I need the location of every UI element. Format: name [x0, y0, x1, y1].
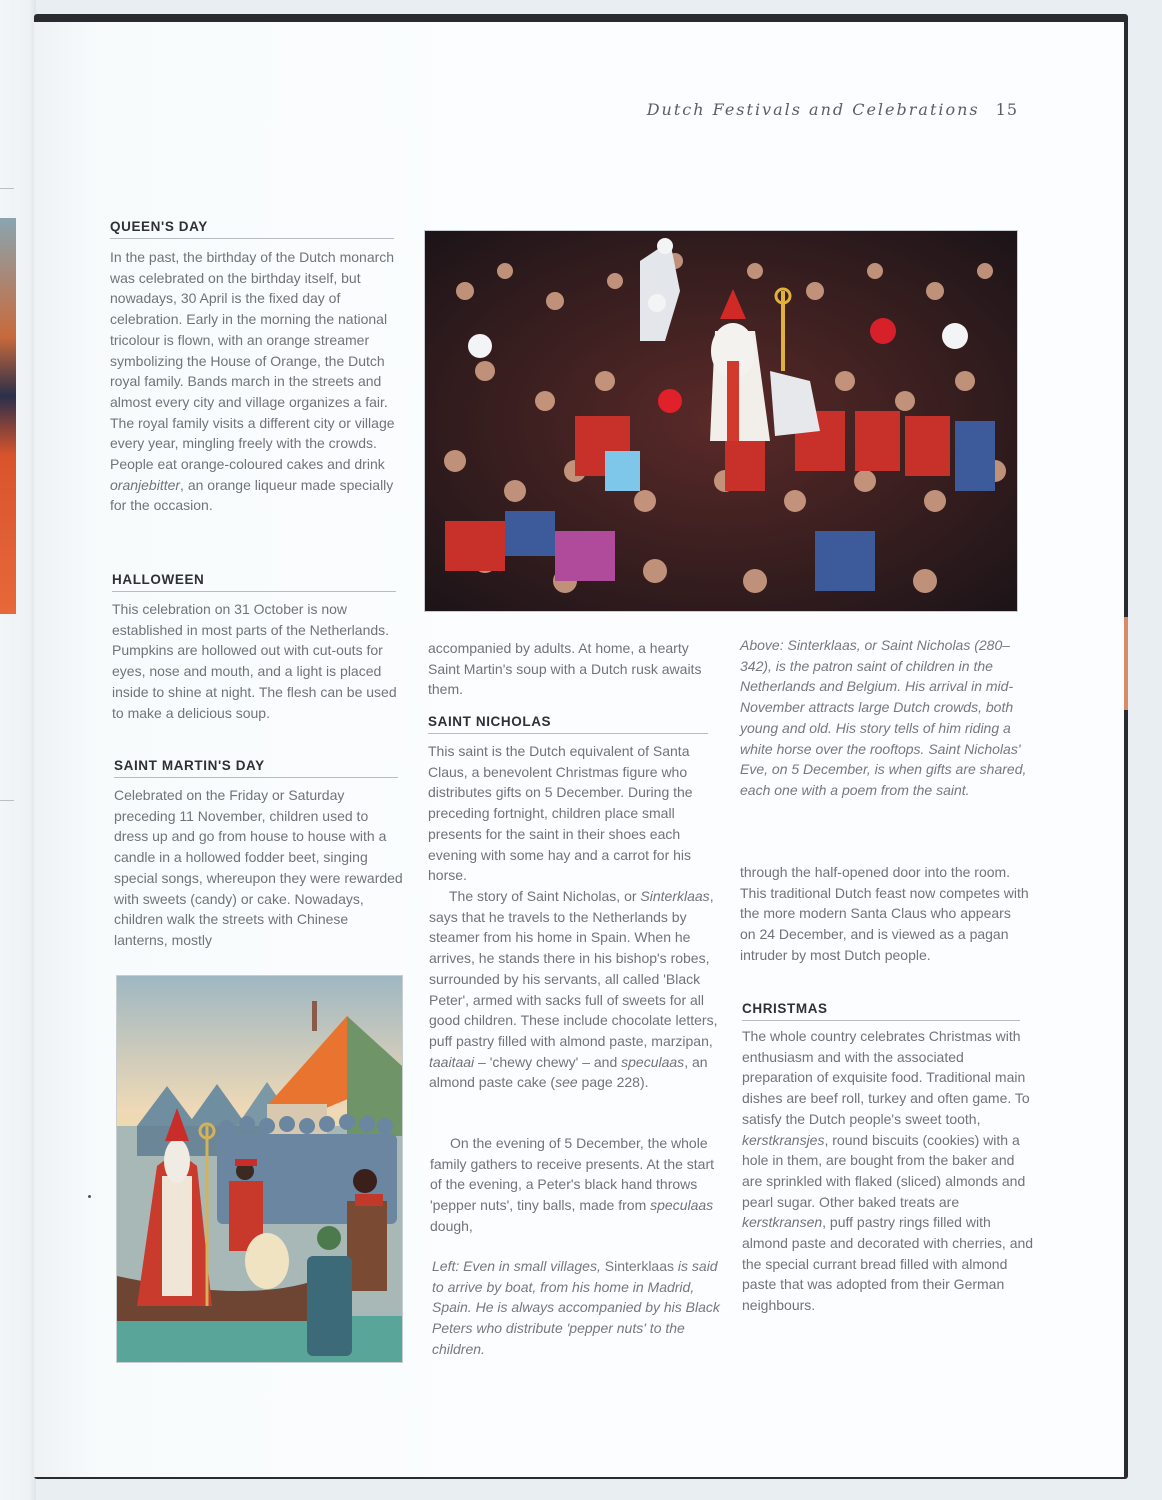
running-head-title: Dutch Festivals and Celebrations	[646, 100, 980, 119]
text-run: , says that he travels to the Netherlands by steamer from his home in Spain. When he arrives, he stands there in his bishop's robes, surrounded by his servants, all called 'Black Peter', armed with sacks full of sweets for all good children. These include chocolate letters, puff pastry filled with almond paste, marzipan,	[429, 888, 718, 1049]
text-queens-day	[110, 247, 400, 516]
photo-drawing	[425, 231, 1017, 611]
text-run: – 'chewy chewy' – and	[474, 1053, 622, 1070]
text-run: Left: Even in small villages,	[432, 1258, 605, 1274]
text-run: , an almond paste cake (	[429, 1053, 708, 1091]
facing-page-edge	[0, 0, 36, 1500]
text-italic: oranjebitter	[110, 476, 181, 493]
text-italic: Sinterklaas	[640, 888, 710, 904]
speck	[88, 1195, 91, 1198]
facing-page-rule	[0, 800, 14, 801]
illustration-drawing	[117, 976, 402, 1362]
text-saint-nicholas-p2	[429, 886, 719, 1093]
facing-page-rule	[0, 188, 14, 189]
text-run: , puff pastry rings filled with almond paste and decorated with cherries, and the special currant bread filled with almond paste that was adopted from their German neighbours.	[742, 1214, 1034, 1314]
text-italic: speculaas	[621, 1053, 685, 1070]
text-run: On the evening of 5 December, the whole family gathers to receive presents. At the start of the evening, a Peter's black hand throws 'pepper nuts', tiny balls, made from	[430, 1135, 715, 1214]
text-run: , an orange liqueur made specially for the occasion.	[110, 476, 394, 514]
text-christmas	[742, 1026, 1034, 1316]
text-upright: Sinterklaas	[604, 1258, 675, 1274]
heading-saint-martins-day: SAINT MARTIN'S DAY	[114, 758, 398, 778]
text-saint-martins-day: Celebrated on the Friday or Saturday preceding 11 November, children used to dress up and go from house to house with a candle in a hollowed fodder beet, singing special songs, whereupon they were rewarded with sweets (candy) or cake. Nowadays, children walk the streets with Chinese lanterns, mostly	[114, 787, 403, 948]
heading-queens-day: QUEEN'S DAY	[110, 219, 394, 239]
text-run: In the past, the birthday of the Dutch monarch was celebrated on the birthday itself, but nowadays, 30 April is the fixed day of celebration. Early in the morning the national tricolour is flown, with an orange streamer symbolizing the House of Orange, the Dutch royal family. Bands march in the streets and almost every city and village organizes a fair. The royal family visits a different city or village every year, mingling freely with the crowds. People eat orange-coloured cakes and drink	[110, 249, 395, 473]
text-run: dough,	[430, 1217, 473, 1234]
text-run: The whole country celebrates Christmas with enthusiasm and with the associated preparation of exquisite food. Traditional main dishes are beef roll, turkey and often game. To satisfy the Dutch people's sweet tooth,	[742, 1028, 1030, 1127]
text-run: , round biscuits (cookies) with a hole in them, are bought from the baker and are sprinkled with flaked (sliced) almonds and pearl sugar. Other baked treats are	[742, 1131, 1026, 1210]
text-run: page 228).	[577, 1074, 649, 1091]
page-number: 15	[995, 100, 1018, 119]
caption-above: Above: Sinterklaas, or Saint Nicholas (280–342), is the patron saint of children in the Netherlands and Belgium. His arrival in mid-November attracts large Dutch crowds, both young and old. His story tells of him riding a white horse over the rooftops. Saint Nicholas' Eve, on 5 December, is when gifts are shared, each one with a poem from the saint.	[740, 637, 1027, 798]
text-italic: see	[555, 1074, 578, 1091]
cover-accent-strip	[1124, 617, 1128, 710]
text-saint-martins-day-cont: accompanied by adults. At home, a hearty Saint Martin's soup with a Dutch rusk awaits them.	[428, 640, 702, 698]
heading-christmas: CHRISTMAS	[742, 1001, 1020, 1021]
caption-left	[432, 1256, 722, 1360]
text-italic: taaitaai	[429, 1053, 475, 1070]
text-italic: speculaas	[650, 1197, 714, 1214]
text-italic: kerstkransen	[742, 1214, 823, 1231]
text-italic: kerstkransjes	[742, 1131, 825, 1148]
heading-halloween: HALLOWEEN	[112, 572, 396, 592]
illustration-sinterklaas-boat	[116, 975, 403, 1363]
facing-page-photo	[0, 218, 16, 614]
text-run: is said to arrive by boat, from his home in Madrid, Spain. He is always accompanied by his Black Peters who distribute 'pepper nuts' to the children.	[432, 1258, 720, 1357]
heading-saint-nicholas: SAINT NICHOLAS	[428, 714, 708, 734]
running-head	[647, 100, 1018, 119]
photo-sinterklaas-parade	[424, 230, 1018, 612]
text-saint-nicholas-p1: This saint is the Dutch equivalent of Santa Claus, a benevolent Christmas figure who distributes gifts on 5 December. During the preceding fortnight, children place small presents for the saint in their shoes each evening with some hay and a carrot for his horse.	[428, 743, 693, 884]
text-run: The story of Saint Nicholas, or	[449, 888, 641, 904]
text-saint-nicholas-p3	[430, 1133, 720, 1237]
text-saint-nicholas-cont: through the half-opened door into the room. This traditional Dutch feast now competes with the more modern Santa Claus who appears on 24 December, and is viewed as a pagan intruder by most Dutch people.	[740, 864, 1029, 963]
text-halloween: This celebration on 31 October is now established in most parts of the Netherlands. Pumpkins are hollowed out with cut-outs for eyes, nose and mouth, and a light is placed inside to shine at night. The flesh can be used to make a delicious soup.	[112, 601, 397, 721]
